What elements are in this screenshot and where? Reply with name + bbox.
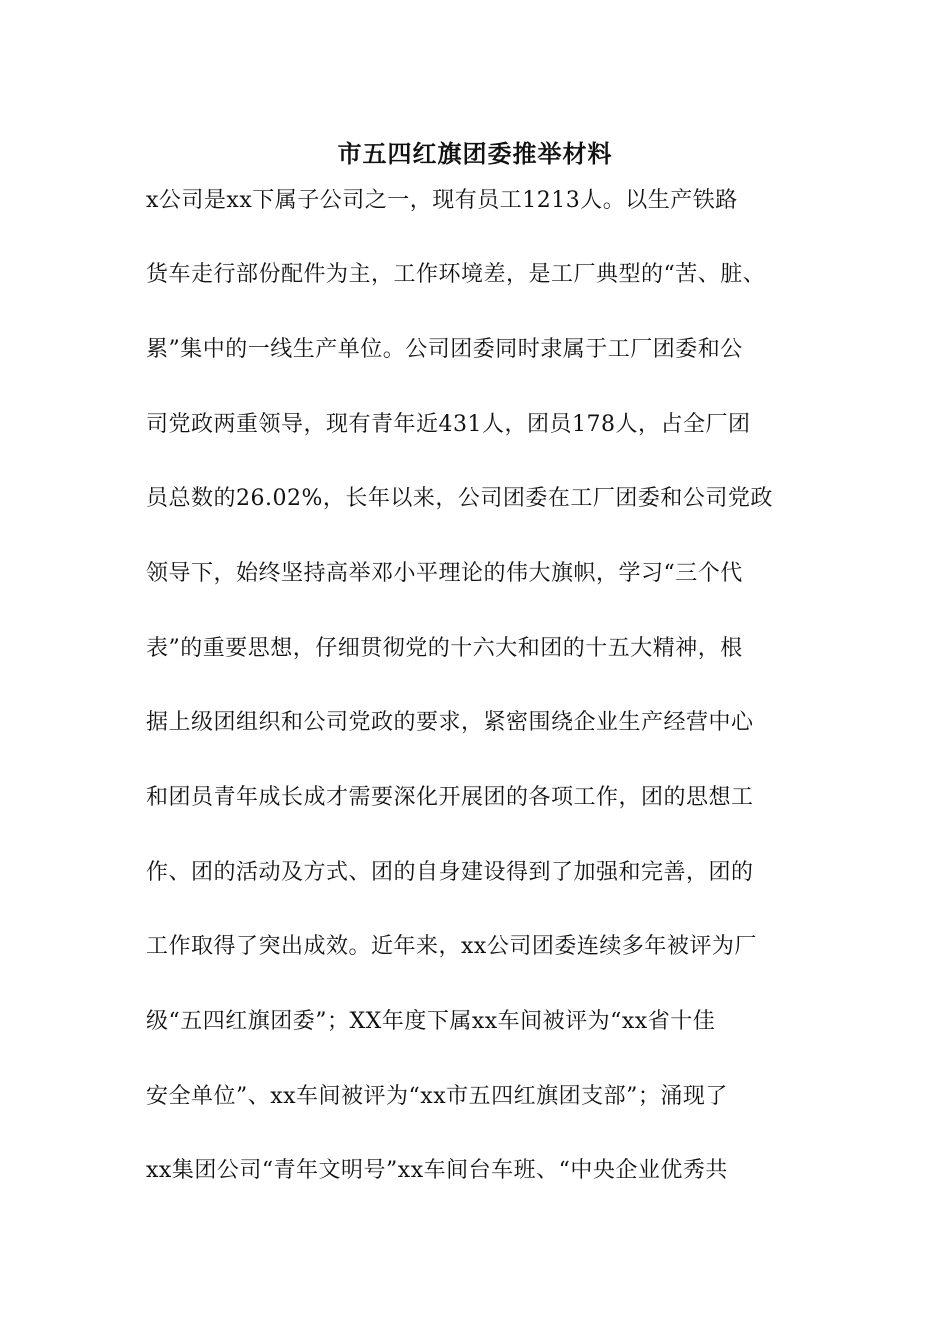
body-line: 和团员青年成长成才需要深化开展团的各项工作，团的思想工	[146, 785, 754, 810]
body-line: 据上级团组织和公司党政的要求，紧密围绕企业生产经营中心	[146, 710, 754, 735]
body-line: x公司是xx下属子公司之一，现有员工1213人。以生产铁路	[146, 188, 738, 213]
body-line: 表”的重要思想，仔细贯彻党的十六大和团的十五大精神，根	[146, 636, 743, 661]
body-line: 工作取得了突出成效。近年来，xx公司团委连续多年被评为厂	[146, 934, 757, 959]
body-line: 级“五四红旗团委”；XX年度下属xx车间被评为“xx省十佳	[146, 1009, 716, 1034]
body-line: 作、团的活动及方式、团的自身建设得到了加强和完善，团的	[146, 860, 754, 885]
body-line: xx集团公司“青年文明号”xx车间台车班、“中央企业优秀共	[146, 1158, 728, 1183]
document-title: 市五四红旗团委推举材料	[337, 139, 613, 168]
body-line: 累”集中的一线生产单位。公司团委同时隶属于工厂团委和公	[146, 337, 743, 362]
body-line: 安全单位”、xx车间被评为“xx市五四红旗团支部”；涌现了	[146, 1084, 728, 1109]
body-line: 领导下，始终坚持高举邓小平理论的伟大旗帜，学习“三个代	[146, 561, 743, 586]
body-line: 货车走行部份配件为主，工作环境差，是工厂典型的“苦、脏、	[146, 262, 766, 287]
body-line: 司党政两重领导，现有青年近431人，团员178人，占全厂团	[146, 412, 751, 437]
body-line: 员总数的26.02%，长年以来，公司团委在工厂团委和公司党政	[146, 486, 773, 511]
